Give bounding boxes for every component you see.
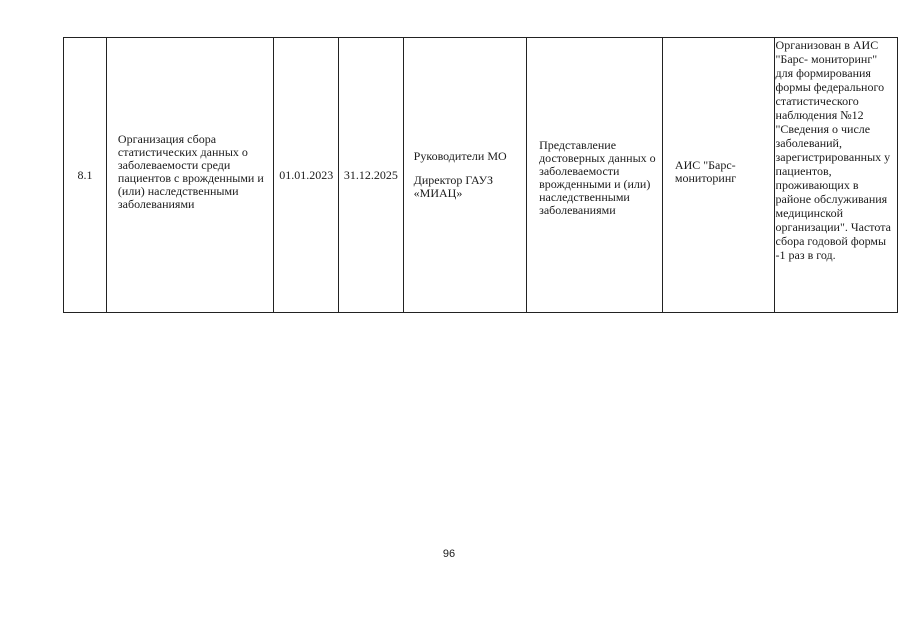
system-text: АИС "Барс-мониторинг: [674, 157, 737, 185]
activity-cell: [106, 38, 274, 313]
system-cell: [662, 38, 774, 313]
row-number: 8.1: [77, 167, 93, 182]
responsible-cell: [403, 38, 526, 313]
page-number: 96: [442, 548, 456, 560]
end-date: 31.12.2025: [343, 167, 398, 182]
responsible-primary: Руководители МО: [413, 149, 507, 163]
plan-table: [63, 37, 898, 313]
start-date: 01.01.2023: [279, 167, 334, 182]
row-number-cell: [64, 38, 107, 313]
note-cell: [774, 38, 897, 313]
result-cell: [527, 38, 663, 313]
table-row: [64, 38, 898, 313]
end-date-cell: [339, 38, 404, 313]
note-text: Организован в АИС "Барс- мониторинг" для формирования формы федерального статистического наблюдения №12 "Сведения о числе заболеваний, зарегистрированных у пациентов, проживающих в районе обслуживания медицинской организации". Частота сбора годовой формы -1 раз в год.: [775, 38, 891, 262]
activity-text: Организация сбора статистических данных о заболеваемости среди пациентов с врожденными и (или) наследственными заболеваниями: [117, 131, 264, 211]
result-text: Представление достоверных данных о заболеваемости врожденными и (или) наследственными заболеваниями: [539, 138, 656, 217]
responsible-secondary: Директор ГАУЗ «МИАЦ»: [413, 173, 493, 200]
start-date-cell: [274, 38, 339, 313]
